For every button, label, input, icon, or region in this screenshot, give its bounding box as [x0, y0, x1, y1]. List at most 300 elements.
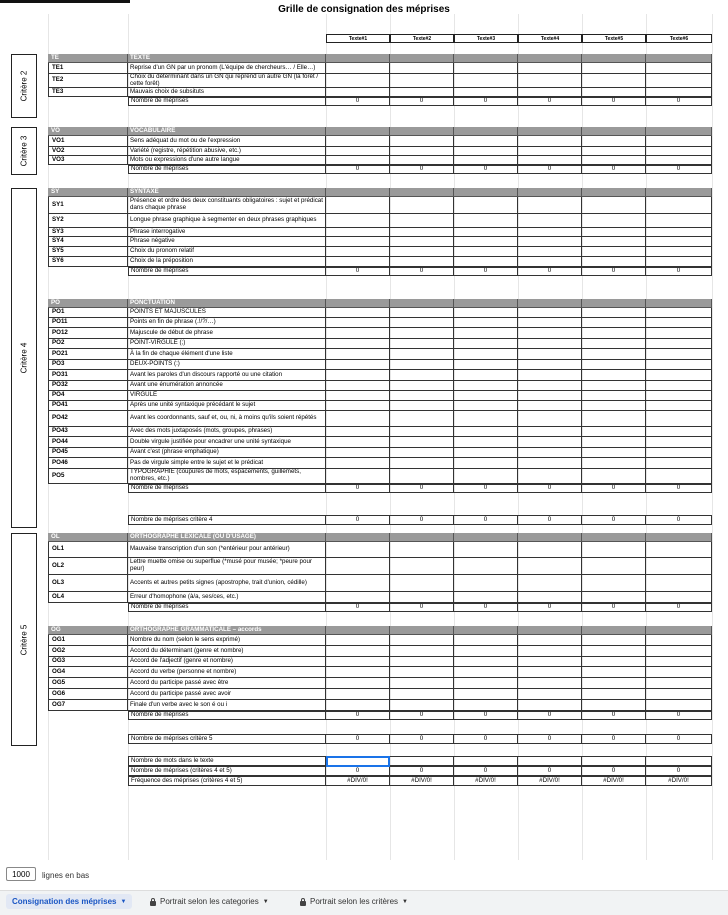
value-cell[interactable]	[518, 339, 582, 349]
value-cell[interactable]: 0	[646, 766, 712, 776]
value-cell[interactable]	[390, 575, 454, 592]
row-code[interactable]: OL1	[48, 542, 128, 558]
value-cell[interactable]	[518, 156, 582, 165]
chevron-down-icon[interactable]: ▼	[262, 898, 269, 905]
row-code[interactable]: OG6	[48, 689, 128, 700]
value-cell[interactable]	[518, 247, 582, 257]
value-cell[interactable]: 0	[582, 603, 646, 612]
section-title[interactable]: ORTHOGRAPHE LEXICALE (OU D'USAGE)	[128, 533, 326, 542]
value-cell[interactable]	[454, 299, 518, 308]
value-cell[interactable]: 0	[646, 734, 712, 744]
total-label[interactable]: Nombre de méprises	[128, 97, 326, 106]
value-cell[interactable]	[326, 147, 390, 156]
value-cell[interactable]: 0	[326, 165, 390, 174]
row-description[interactable]: Accents et autres petits signes (apostrophe, trait d'union, cédille)	[128, 575, 326, 592]
tab-consignation[interactable]	[6, 894, 132, 909]
value-cell[interactable]	[518, 448, 582, 458]
row-code[interactable]: SY4	[48, 237, 128, 247]
value-cell[interactable]	[390, 370, 454, 381]
value-cell[interactable]	[646, 156, 712, 165]
value-cell[interactable]	[454, 308, 518, 318]
value-cell[interactable]	[646, 458, 712, 469]
value-cell[interactable]: 0	[582, 484, 646, 493]
value-cell[interactable]	[454, 214, 518, 228]
value-cell[interactable]: #DIV/0!	[454, 776, 518, 786]
section-code[interactable]: TE	[48, 54, 128, 63]
value-cell[interactable]	[454, 54, 518, 63]
row-code[interactable]: OG4	[48, 667, 128, 678]
value-cell[interactable]	[646, 339, 712, 349]
value-cell[interactable]	[454, 437, 518, 448]
value-cell[interactable]: 0	[390, 484, 454, 493]
row-code[interactable]: SY5	[48, 247, 128, 257]
row-description[interactable]: Choix du déterminant dans un GN qui reprend un autre GN (la forêt / cette forêt)	[128, 74, 326, 88]
total-label[interactable]: Nombre de méprises critère 5	[128, 734, 326, 744]
value-cell[interactable]: #DIV/0!	[518, 776, 582, 786]
value-cell[interactable]	[582, 63, 646, 74]
row-description[interactable]: TYPOGRAPHIE (coupures de mots, espacements, guillemets, nombres, etc.)	[128, 469, 326, 484]
value-cell[interactable]	[390, 228, 454, 237]
value-cell[interactable]	[454, 667, 518, 678]
value-cell[interactable]	[454, 458, 518, 469]
value-cell[interactable]	[326, 339, 390, 349]
value-cell[interactable]	[454, 136, 518, 147]
value-cell[interactable]	[518, 635, 582, 646]
value-cell[interactable]: 0	[326, 734, 390, 744]
value-cell[interactable]	[326, 689, 390, 700]
total-label[interactable]: Nombre de mots dans le texte	[128, 756, 326, 766]
value-cell[interactable]	[390, 381, 454, 391]
value-cell[interactable]	[582, 533, 646, 542]
row-code[interactable]: OL2	[48, 558, 128, 575]
value-cell[interactable]	[454, 197, 518, 214]
value-cell[interactable]	[646, 678, 712, 689]
value-cell[interactable]	[582, 136, 646, 147]
value-cell[interactable]	[646, 54, 712, 63]
row-code[interactable]: PO46	[48, 458, 128, 469]
value-cell[interactable]	[646, 257, 712, 267]
value-cell[interactable]	[454, 88, 518, 97]
value-cell[interactable]	[454, 575, 518, 592]
value-cell[interactable]: 0	[326, 711, 390, 720]
row-description[interactable]: Choix de la préposition	[128, 257, 326, 267]
value-cell[interactable]	[326, 308, 390, 318]
value-cell[interactable]: 0	[518, 165, 582, 174]
value-cell[interactable]	[582, 308, 646, 318]
value-cell[interactable]	[454, 646, 518, 657]
value-cell[interactable]	[646, 427, 712, 437]
value-cell[interactable]	[390, 427, 454, 437]
value-cell[interactable]	[326, 542, 390, 558]
value-cell[interactable]	[582, 635, 646, 646]
column-header[interactable]: Texte#4	[518, 34, 582, 43]
value-cell[interactable]	[582, 74, 646, 88]
chevron-down-icon[interactable]: ▼	[120, 898, 127, 905]
value-cell[interactable]	[518, 188, 582, 197]
row-description[interactable]: Sens adéquat du mot ou de l'expression	[128, 136, 326, 147]
value-cell[interactable]	[390, 533, 454, 542]
row-description[interactable]: Mauvais choix de subsituts	[128, 88, 326, 97]
row-code[interactable]: TE2	[48, 74, 128, 88]
value-cell[interactable]	[518, 533, 582, 542]
value-cell[interactable]	[518, 401, 582, 411]
value-cell[interactable]: 0	[582, 766, 646, 776]
value-cell[interactable]: 0	[582, 734, 646, 744]
value-cell[interactable]	[390, 299, 454, 308]
row-code[interactable]: SY1	[48, 197, 128, 214]
value-cell[interactable]	[454, 542, 518, 558]
value-cell[interactable]	[646, 88, 712, 97]
value-cell[interactable]	[582, 228, 646, 237]
value-cell[interactable]	[582, 339, 646, 349]
section-title[interactable]: VOCABULAIRE	[128, 127, 326, 136]
value-cell[interactable]	[390, 237, 454, 247]
tab-portrait-categories[interactable]	[150, 897, 269, 906]
row-description[interactable]: Phrase interrogative	[128, 228, 326, 237]
value-cell[interactable]	[390, 657, 454, 667]
value-cell[interactable]	[326, 592, 390, 603]
value-cell[interactable]	[390, 127, 454, 136]
value-cell[interactable]	[390, 247, 454, 257]
value-cell[interactable]: 0	[582, 515, 646, 525]
value-cell[interactable]	[390, 339, 454, 349]
value-cell[interactable]	[646, 558, 712, 575]
row-description[interactable]: Accord de l'adjectif (genre et nombre)	[128, 657, 326, 667]
value-cell[interactable]	[454, 360, 518, 370]
row-description[interactable]: Majuscule de début de phrase	[128, 328, 326, 339]
value-cell[interactable]: 0	[454, 515, 518, 525]
value-cell[interactable]	[390, 308, 454, 318]
value-cell[interactable]: 0	[518, 603, 582, 612]
row-code[interactable]: VO1	[48, 136, 128, 147]
value-cell[interactable]	[582, 214, 646, 228]
value-cell[interactable]	[646, 635, 712, 646]
value-cell[interactable]	[646, 360, 712, 370]
value-cell[interactable]	[518, 646, 582, 657]
value-cell[interactable]: 0	[390, 766, 454, 776]
value-cell[interactable]: 0	[454, 97, 518, 106]
value-cell[interactable]: #DIV/0!	[582, 776, 646, 786]
value-cell[interactable]: 0	[646, 603, 712, 612]
value-cell[interactable]	[518, 308, 582, 318]
value-cell[interactable]: 0	[646, 515, 712, 525]
value-cell[interactable]	[390, 257, 454, 267]
row-description[interactable]: Longue phrase graphique à segmenter en deux phrases graphiques	[128, 214, 326, 228]
value-cell[interactable]	[582, 575, 646, 592]
column-header[interactable]: Texte#6	[646, 34, 712, 43]
value-cell[interactable]	[518, 437, 582, 448]
value-cell[interactable]: 0	[390, 603, 454, 612]
row-code[interactable]: SY3	[48, 228, 128, 237]
value-cell[interactable]	[390, 214, 454, 228]
value-cell[interactable]	[646, 391, 712, 401]
row-description[interactable]: Lettre muette omise ou superflue (*musé pour musée; *peure pour peur)	[128, 558, 326, 575]
row-code[interactable]: PO3	[48, 360, 128, 370]
value-cell[interactable]	[646, 136, 712, 147]
value-cell[interactable]	[326, 88, 390, 97]
value-cell[interactable]	[518, 756, 582, 766]
value-cell[interactable]: 0	[326, 484, 390, 493]
value-cell[interactable]	[326, 558, 390, 575]
value-cell[interactable]	[326, 63, 390, 74]
value-cell[interactable]	[326, 257, 390, 267]
row-code[interactable]: SY2	[48, 214, 128, 228]
value-cell[interactable]	[454, 63, 518, 74]
value-cell[interactable]	[582, 188, 646, 197]
value-cell[interactable]	[454, 188, 518, 197]
value-cell[interactable]	[326, 54, 390, 63]
value-cell[interactable]	[326, 381, 390, 391]
value-cell[interactable]	[390, 391, 454, 401]
total-label[interactable]: Nombre de méprises	[128, 267, 326, 276]
value-cell[interactable]: 0	[390, 267, 454, 276]
value-cell[interactable]	[390, 542, 454, 558]
value-cell[interactable]	[454, 635, 518, 646]
row-code[interactable]: PO1	[48, 308, 128, 318]
value-cell[interactable]	[454, 626, 518, 635]
value-cell[interactable]	[582, 592, 646, 603]
value-cell[interactable]	[582, 299, 646, 308]
value-cell[interactable]	[518, 88, 582, 97]
value-cell[interactable]	[646, 381, 712, 391]
value-cell[interactable]	[518, 592, 582, 603]
value-cell[interactable]	[390, 756, 454, 766]
value-cell[interactable]	[646, 349, 712, 360]
value-cell[interactable]	[582, 54, 646, 63]
value-cell[interactable]	[582, 646, 646, 657]
value-cell[interactable]	[390, 689, 454, 700]
row-description[interactable]: Points en fin de phrase (.!/?/…)	[128, 318, 326, 328]
value-cell[interactable]	[582, 667, 646, 678]
value-cell[interactable]	[646, 756, 712, 766]
value-cell[interactable]	[390, 592, 454, 603]
value-cell[interactable]	[518, 381, 582, 391]
total-label[interactable]: Nombre de méprises	[128, 165, 326, 174]
value-cell[interactable]	[454, 469, 518, 484]
row-code[interactable]: PO11	[48, 318, 128, 328]
value-cell[interactable]	[390, 700, 454, 711]
value-cell[interactable]	[326, 188, 390, 197]
value-cell[interactable]	[582, 318, 646, 328]
value-cell[interactable]	[390, 136, 454, 147]
column-header[interactable]: Texte#1	[326, 34, 390, 43]
value-cell[interactable]	[454, 328, 518, 339]
value-cell[interactable]: 0	[454, 603, 518, 612]
row-code[interactable]: PO5	[48, 469, 128, 484]
value-cell[interactable]	[582, 448, 646, 458]
value-cell[interactable]	[518, 558, 582, 575]
value-cell[interactable]	[582, 381, 646, 391]
value-cell[interactable]	[454, 74, 518, 88]
row-description[interactable]: Pas de virgule simple entre le sujet et le prédicat	[128, 458, 326, 469]
value-cell[interactable]	[582, 237, 646, 247]
row-code[interactable]: PO43	[48, 427, 128, 437]
row-code[interactable]: PO44	[48, 437, 128, 448]
value-cell[interactable]	[582, 437, 646, 448]
value-cell[interactable]: 0	[518, 97, 582, 106]
value-cell[interactable]	[390, 626, 454, 635]
value-cell[interactable]	[390, 558, 454, 575]
value-cell[interactable]	[646, 575, 712, 592]
value-cell[interactable]	[646, 127, 712, 136]
value-cell[interactable]	[582, 558, 646, 575]
value-cell[interactable]: 0	[390, 711, 454, 720]
value-cell[interactable]	[518, 667, 582, 678]
section-title[interactable]: TEXTE	[128, 54, 326, 63]
value-cell[interactable]	[390, 469, 454, 484]
value-cell[interactable]	[326, 635, 390, 646]
value-cell[interactable]	[646, 318, 712, 328]
value-cell[interactable]	[454, 127, 518, 136]
value-cell[interactable]	[646, 228, 712, 237]
value-cell[interactable]	[326, 370, 390, 381]
value-cell[interactable]	[646, 328, 712, 339]
value-cell[interactable]	[582, 360, 646, 370]
value-cell[interactable]	[582, 542, 646, 558]
value-cell[interactable]	[518, 127, 582, 136]
row-code[interactable]: PO31	[48, 370, 128, 381]
value-cell[interactable]: 0	[646, 484, 712, 493]
value-cell[interactable]	[326, 657, 390, 667]
total-label[interactable]: Nombre de méprises critère 4	[128, 515, 326, 525]
value-cell[interactable]: 0	[326, 515, 390, 525]
section-title[interactable]: SYNTAXE	[128, 188, 326, 197]
row-description[interactable]: Présence et ordre des deux constituants obligatoires : sujet et prédicat dans chaque phrase	[128, 197, 326, 214]
value-cell[interactable]	[518, 689, 582, 700]
value-cell[interactable]	[646, 657, 712, 667]
value-cell[interactable]	[454, 448, 518, 458]
value-cell[interactable]: 0	[454, 165, 518, 174]
value-cell[interactable]	[454, 228, 518, 237]
value-cell[interactable]: 0	[646, 711, 712, 720]
value-cell[interactable]	[326, 156, 390, 165]
value-cell[interactable]	[646, 542, 712, 558]
value-cell[interactable]	[390, 88, 454, 97]
value-cell[interactable]: 0	[390, 97, 454, 106]
value-cell[interactable]	[646, 700, 712, 711]
section-title[interactable]: PONCTUATION	[128, 299, 326, 308]
value-cell[interactable]: 0	[582, 165, 646, 174]
value-cell[interactable]	[390, 448, 454, 458]
value-cell[interactable]	[646, 448, 712, 458]
column-header[interactable]: Texte#5	[582, 34, 646, 43]
value-cell[interactable]	[326, 127, 390, 136]
value-cell[interactable]	[582, 88, 646, 97]
chevron-down-icon[interactable]: ▼	[402, 898, 408, 905]
value-cell[interactable]	[454, 756, 518, 766]
value-cell[interactable]: 0	[518, 766, 582, 776]
row-code[interactable]: TE1	[48, 63, 128, 74]
value-cell[interactable]	[582, 247, 646, 257]
value-cell[interactable]	[582, 147, 646, 156]
value-cell[interactable]	[390, 411, 454, 427]
section-code[interactable]: OL	[48, 533, 128, 542]
value-cell[interactable]: #DIV/0!	[326, 776, 390, 786]
value-cell[interactable]	[518, 700, 582, 711]
value-cell[interactable]	[646, 299, 712, 308]
row-description[interactable]: Variété (registre, répétition abusive, etc.)	[128, 147, 326, 156]
row-code[interactable]: PO45	[48, 448, 128, 458]
value-cell[interactable]	[454, 349, 518, 360]
value-cell[interactable]	[326, 349, 390, 360]
value-cell[interactable]	[326, 391, 390, 401]
value-cell[interactable]	[582, 626, 646, 635]
row-description[interactable]: POINTS ET MAJUSCULES	[128, 308, 326, 318]
value-cell[interactable]	[326, 247, 390, 257]
value-cell[interactable]	[326, 646, 390, 657]
value-cell[interactable]: 0	[518, 515, 582, 525]
value-cell[interactable]: 0	[454, 734, 518, 744]
value-cell[interactable]	[390, 360, 454, 370]
row-description[interactable]: Finale d'un verbe avec le son é ou i	[128, 700, 326, 711]
row-code[interactable]: OG3	[48, 657, 128, 667]
value-cell[interactable]	[518, 458, 582, 469]
rows-count-input[interactable]: 1000	[6, 867, 36, 881]
row-description[interactable]: Erreur d'homophone (à/a, ses/ces, etc.)	[128, 592, 326, 603]
row-code[interactable]: VO3	[48, 156, 128, 165]
value-cell[interactable]	[454, 533, 518, 542]
value-cell[interactable]	[326, 360, 390, 370]
value-cell[interactable]	[518, 391, 582, 401]
row-description[interactable]: Accord du verbe (personne et nombre)	[128, 667, 326, 678]
row-code[interactable]: OG5	[48, 678, 128, 689]
row-code[interactable]: OL3	[48, 575, 128, 592]
value-cell[interactable]	[326, 237, 390, 247]
value-cell[interactable]: 0	[582, 97, 646, 106]
row-description[interactable]: Reprise d'un GN par un pronom (L'équipe de chercheurs… / Elle…)	[128, 63, 326, 74]
value-cell[interactable]	[326, 401, 390, 411]
value-cell[interactable]	[326, 136, 390, 147]
value-cell[interactable]	[518, 626, 582, 635]
value-cell[interactable]	[582, 427, 646, 437]
value-cell[interactable]	[582, 458, 646, 469]
value-cell[interactable]: 0	[646, 267, 712, 276]
value-cell[interactable]	[646, 646, 712, 657]
value-cell[interactable]: 0	[390, 165, 454, 174]
value-cell[interactable]	[518, 411, 582, 427]
value-cell[interactable]	[390, 156, 454, 165]
value-cell[interactable]	[582, 657, 646, 667]
row-description[interactable]: Accord du participe passé avec être	[128, 678, 326, 689]
column-header[interactable]: Texte#3	[454, 34, 518, 43]
value-cell[interactable]	[518, 214, 582, 228]
value-cell[interactable]	[454, 381, 518, 391]
value-cell[interactable]	[582, 469, 646, 484]
value-cell[interactable]	[646, 188, 712, 197]
value-cell[interactable]: 0	[454, 766, 518, 776]
value-cell[interactable]	[646, 147, 712, 156]
value-cell[interactable]: 0	[390, 734, 454, 744]
row-description[interactable]: Double virgule justifiée pour encadrer une unité syntaxique	[128, 437, 326, 448]
row-description[interactable]: Mots ou expressions d'une autre langue	[128, 156, 326, 165]
row-description[interactable]: Avant c'est (phrase emphatique)	[128, 448, 326, 458]
value-cell[interactable]	[518, 349, 582, 360]
row-description[interactable]: À la fin de chaque élément d'une liste	[128, 349, 326, 360]
value-cell[interactable]	[454, 401, 518, 411]
row-code[interactable]: PO41	[48, 401, 128, 411]
value-cell[interactable]	[326, 533, 390, 542]
value-cell[interactable]	[646, 411, 712, 427]
value-cell[interactable]	[646, 592, 712, 603]
value-cell[interactable]	[518, 228, 582, 237]
row-description[interactable]: Avec des mots juxtaposés (mots, groupes, phrases)	[128, 427, 326, 437]
value-cell[interactable]	[518, 469, 582, 484]
value-cell[interactable]	[454, 318, 518, 328]
value-cell[interactable]	[390, 646, 454, 657]
value-cell[interactable]	[518, 197, 582, 214]
value-cell[interactable]	[454, 257, 518, 267]
value-cell[interactable]: 0	[454, 484, 518, 493]
